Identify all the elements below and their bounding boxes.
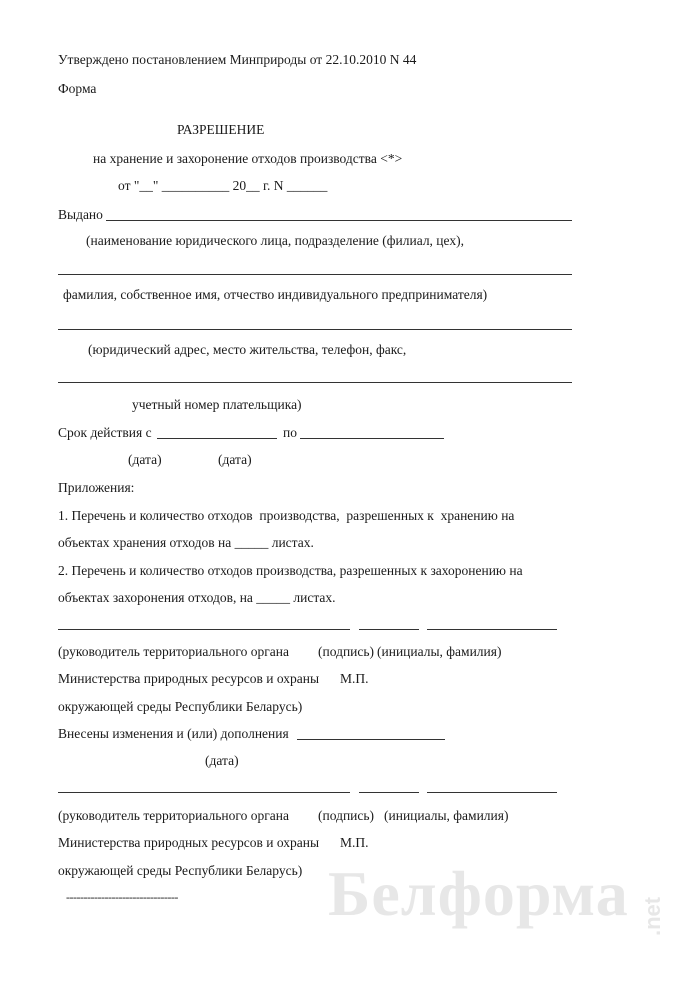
footnote-rule: -------------------------------- <box>66 890 178 904</box>
sig2-official-line <box>58 792 350 793</box>
sig1-caption: (руководитель территориального органа <box>58 644 289 659</box>
sig2-caption: (руководитель территориального органа <box>58 808 289 823</box>
sig1-sign-caption: (подпись) <box>318 644 375 659</box>
issued-hint-2: фамилия, собственное имя, отчество индивидуального предпринимателя) <box>63 287 488 302</box>
validity-label-from: Срок действия с <box>58 425 152 440</box>
issued-hint-3: (юридический адрес, место жительства, телефон, факс, <box>88 342 407 357</box>
form-label: Форма <box>58 81 97 96</box>
blank-line-2 <box>58 274 572 275</box>
sig1-ministry-2: окружающей среды Республики Беларусь) <box>58 699 303 714</box>
issued-hint-1: (наименование юридического лица, подразделение (филиал, цех), <box>86 233 464 248</box>
document-title: РАЗРЕШЕНИЕ <box>177 122 265 137</box>
attachment-2-line-2: объектах захоронения отходов, на _____ листах. <box>58 590 336 605</box>
issued-blank-line <box>106 220 572 221</box>
date-number-line: от "__" __________ 20__ г. N ______ <box>118 178 328 193</box>
sig2-ministry-1: Министерства природных ресурсов и охраны <box>58 835 320 850</box>
issued-hint-4: учетный номер плательщика) <box>132 397 302 412</box>
validity-label-to: по <box>283 425 297 440</box>
attachments-heading: Приложения: <box>58 480 135 495</box>
watermark-logo: Белформа <box>328 858 629 929</box>
document-subtitle: на хранение и захоронение отходов производства <*> <box>93 151 403 166</box>
sig2-sign-line <box>359 792 419 793</box>
blank-line-4 <box>58 382 572 383</box>
sig1-initials-line <box>427 629 557 630</box>
validity-date-hint-2: (дата) <box>218 452 252 467</box>
sig2-initials-caption: (инициалы, фамилия) <box>384 808 509 823</box>
sig1-stamp: М.П. <box>340 671 369 686</box>
approval-note: Утверждено постановлением Минприроды от 22.10.2010 N 44 <box>58 52 417 67</box>
sig1-ministry-1: Министерства природных ресурсов и охраны <box>58 671 320 686</box>
sig1-official-line <box>58 629 350 630</box>
sig2-sign-caption: (подпись) <box>318 808 375 823</box>
changes-date-hint: (дата) <box>205 753 239 768</box>
validity-from-blank <box>157 438 277 439</box>
attachment-2-line-1: 2. Перечень и количество отходов производства, разрешенных к захоронению на <box>58 563 523 578</box>
attachment-1-line-1: 1. Перечень и количество отходов производства, разрешенных к хранению на <box>58 508 515 523</box>
sig2-initials-line <box>427 792 557 793</box>
blank-line-3 <box>58 329 572 330</box>
validity-date-hint-1: (дата) <box>128 452 162 467</box>
sig2-ministry-2: окружающей среды Республики Беларусь) <box>58 863 303 878</box>
sig2-stamp: М.П. <box>340 835 369 850</box>
sig1-initials-caption: (инициалы, фамилия) <box>377 644 502 659</box>
validity-to-blank <box>300 438 444 439</box>
watermark-suffix: .net <box>640 896 665 936</box>
sig1-sign-line <box>359 629 419 630</box>
changes-date-blank <box>297 739 445 740</box>
changes-label: Внесены изменения и (или) дополнения <box>58 726 289 741</box>
attachment-1-line-2: объектах хранения отходов на _____ листах. <box>58 535 314 550</box>
issued-label: Выдано <box>58 207 103 222</box>
